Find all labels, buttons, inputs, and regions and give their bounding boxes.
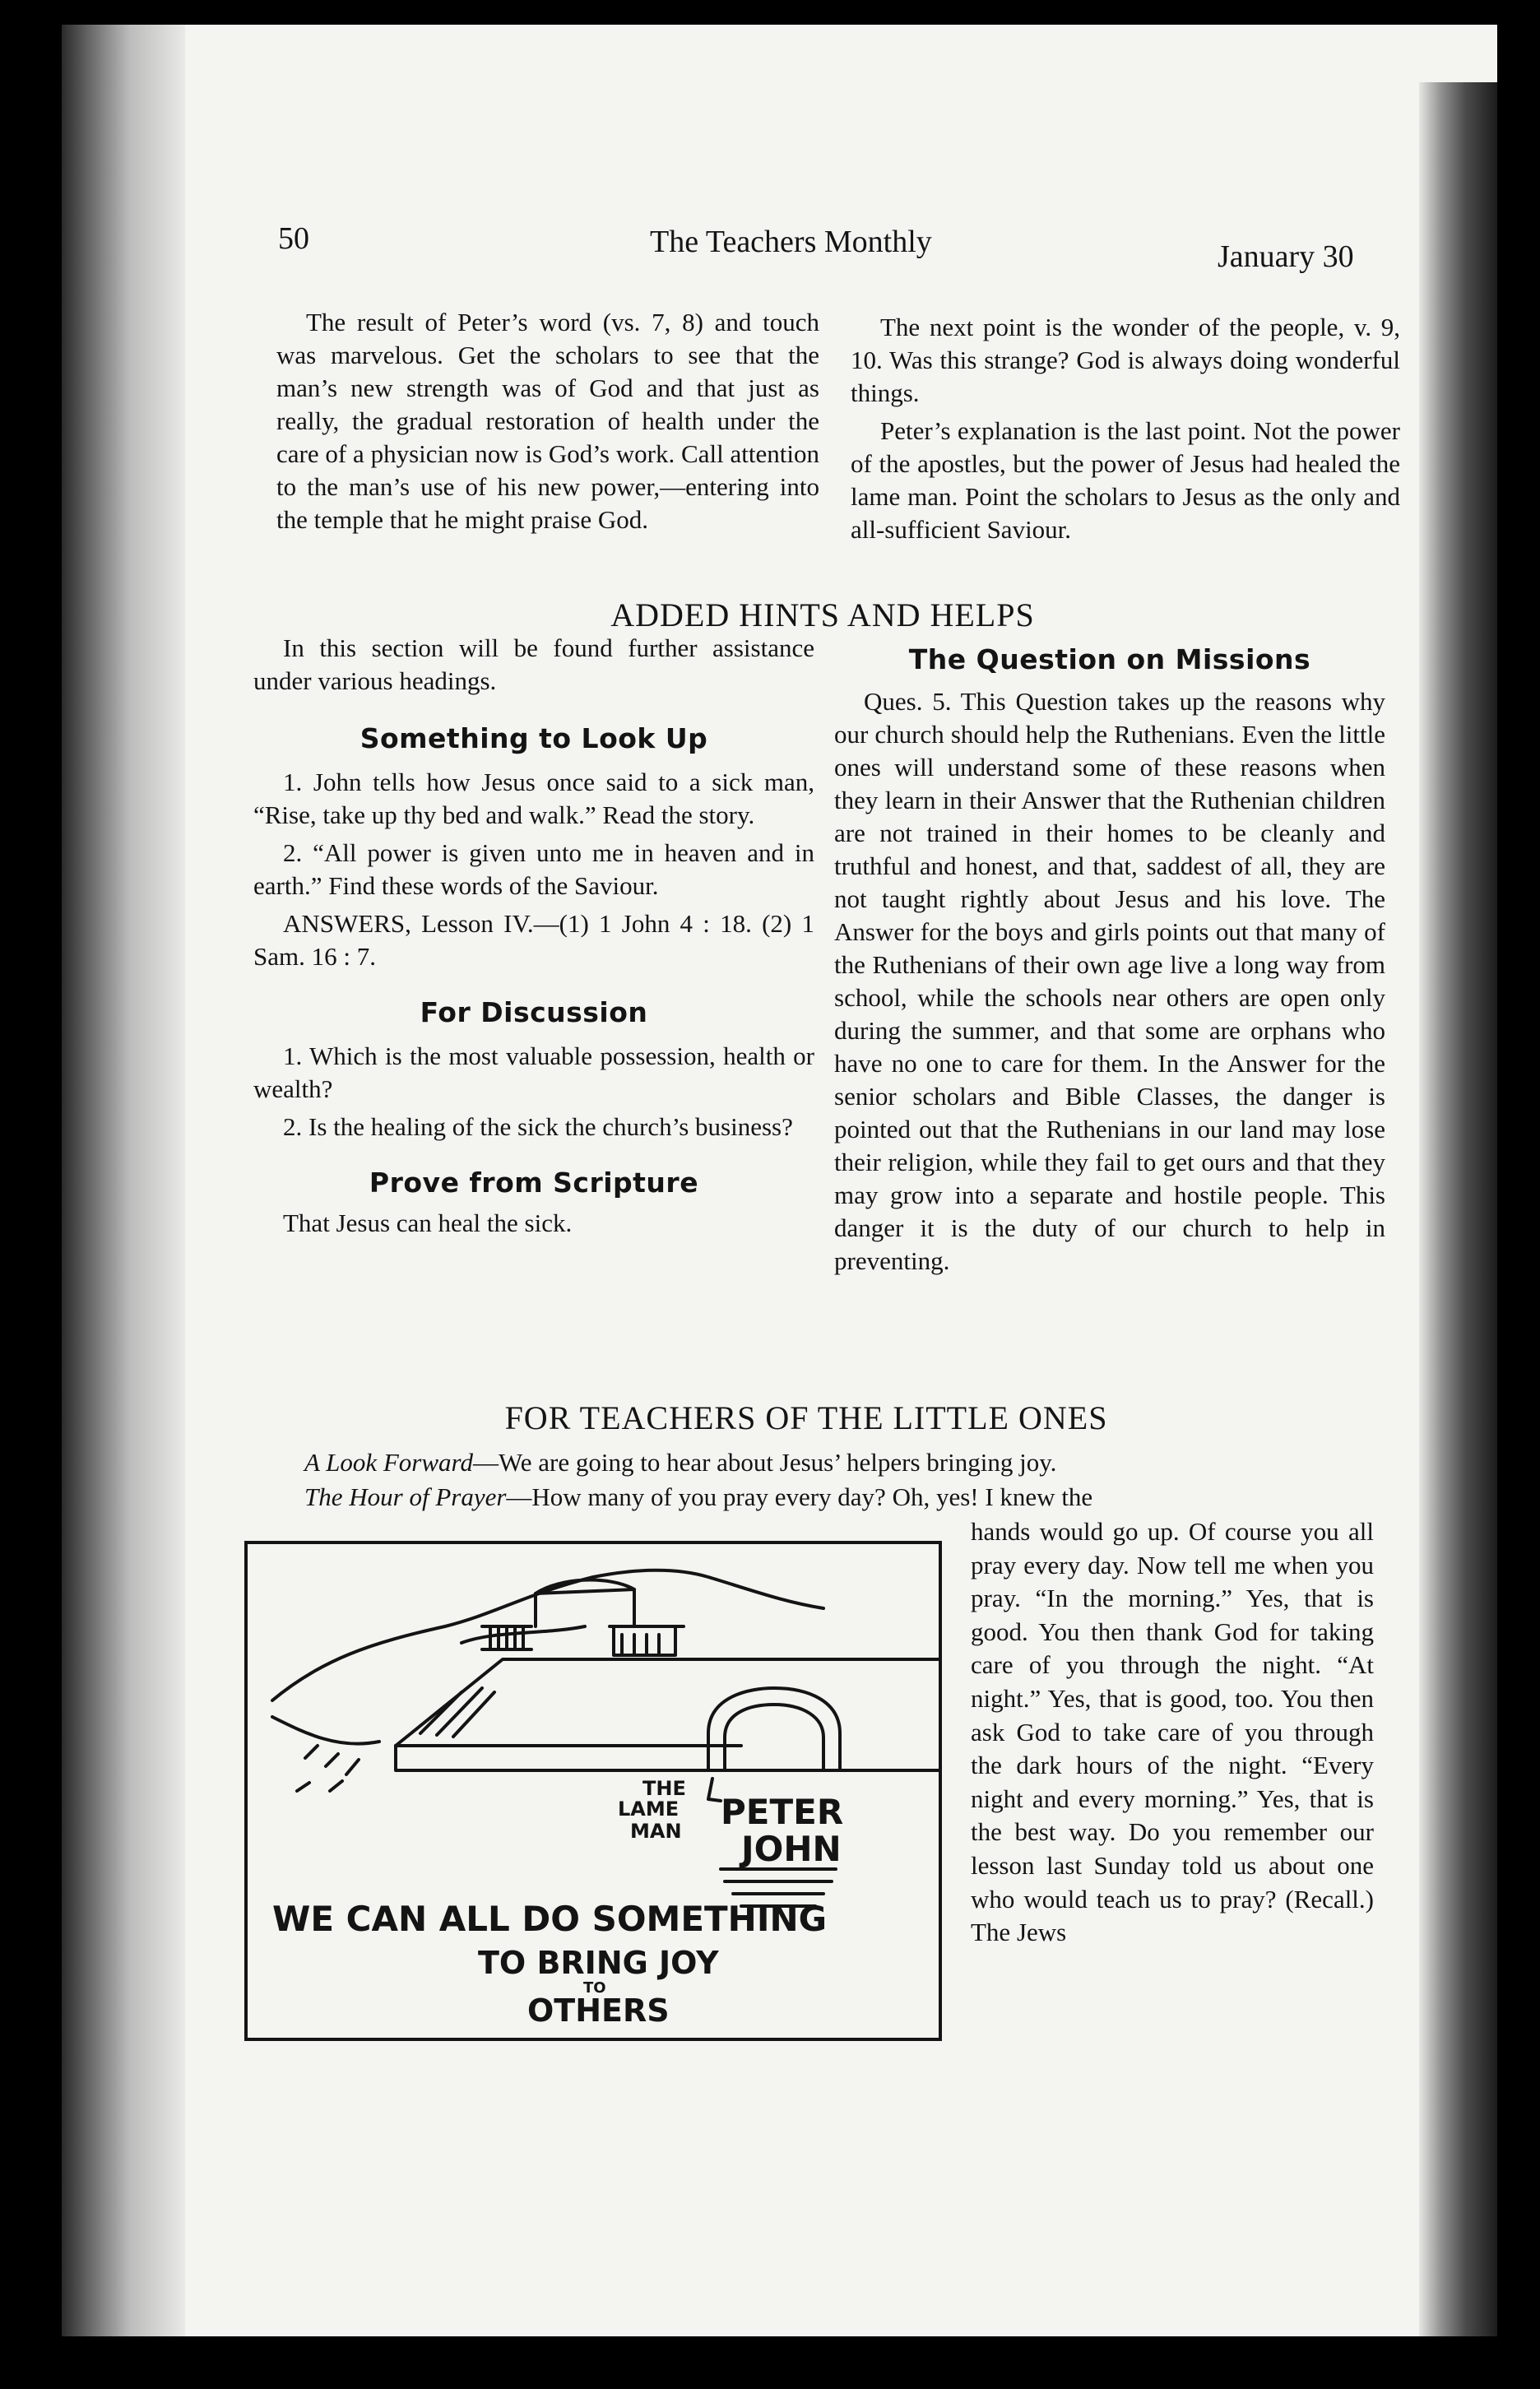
label-peter: PETER <box>721 1792 844 1832</box>
prayer-continued-column <box>971 1515 1374 1950</box>
look-forward-label: A Look Forward <box>304 1448 473 1477</box>
illustration-temple <box>244 1541 942 2041</box>
temple-drawing <box>248 1544 939 2038</box>
label-man: MAN <box>630 1820 682 1843</box>
missions-text: Ques. 5. This Question takes up the reasons why our church should help the Ruthenians. Even the little ones will understand some of these reasons when they learn in their Answer that the Ruthenian children are not trained in their homes to be cleanly and truthful and honest, and that, saddest of all, they are not taught rightly about Jesus and his love. The Answer for the boys and girls points out that many of the Ruthenians of their own age live a long way from school, while the schools near others are open only during the summer, and that some are orphans who have no one to care for them. In the Answer for the senior scholars and Bible Classes, the danger is pointed out that the Ruthenians in our land may lose their religion, while they fail to get ours and that they may grow into a separate and hostile people. This danger it is the duty of our church to help in preventing. <box>834 687 1385 1275</box>
look-forward-line <box>247 1446 1382 1479</box>
page-edge-shadow <box>1419 82 1497 2336</box>
prayer-continued-text: hands would go up. Of course you all pray every day. Now tell me when you pray. “In the morning.” Yes, that is good. You then thank God for taking care of you through the night. “At night.” Yes, that is good, too. You then ask God to take care of you through the dark hours of the night. “Every night and every morning.” Yes, that is the best way. Do you remember our lesson last Sunday told us about one who would teach us to pray? (Recall.) The Jews <box>971 1517 1374 1947</box>
prove-text: That Jesus can heal the sick. <box>283 1208 573 1237</box>
look-up-item: 1. John tells how Jesus once said to a sick man, “Rise, take up thy bed and walk.” Read the story. <box>253 768 814 829</box>
running-title: The Teachers Monthly <box>650 225 932 259</box>
caption-line-4: OTHERS <box>527 1992 670 2029</box>
section-heading-added-hints: ADDED HINTS AND HELPS <box>610 596 1035 633</box>
header-date: January 30 <box>1218 239 1354 274</box>
book-spine-shadow <box>62 25 185 2336</box>
look-up-item: 2. “All power is given unto me in heaven and in earth.” Find these words of the Saviour. <box>253 838 814 900</box>
caption-line-2: TO BRING JOY <box>478 1945 719 1981</box>
hints-intro: In this section will be found further assistance under various headings. <box>253 633 814 695</box>
subheading-look-up: Something to Look Up <box>359 722 708 754</box>
paragraph: The next point is the wonder of the people, v. 9, 10. Was this strange? God is always doing wonderful things. <box>851 313 1400 407</box>
top-left-column <box>276 306 819 536</box>
paragraph: The result of Peter’s word (vs. 7, 8) and touch was marvelous. Get the scholars to see that the man’s new strength was of God and that just as really, the gradual restoration of health under the care of a physician now is God’s work. Call attention to the man’s use of his new power,—entering into the temple that he might praise God. <box>276 308 819 534</box>
missions-column <box>834 643 1385 1278</box>
page-number: 50 <box>278 221 309 256</box>
top-right-column <box>851 311 1400 546</box>
discussion-item: 2. Is the healing of the sick the church’s business? <box>283 1112 793 1141</box>
discussion-item: 1. Which is the most valuable possession, health or wealth? <box>253 1041 814 1103</box>
subheading-discussion: For Discussion <box>420 996 648 1028</box>
subheading-prove: Prove from Scripture <box>369 1167 699 1199</box>
label-lame: LAME <box>618 1798 680 1821</box>
caption-line-1: WE CAN ALL DO SOMETHING <box>272 1899 828 1939</box>
section-heading-little-ones: FOR TEACHERS OF THE LITTLE ONES <box>504 1399 1108 1436</box>
answers-line: ANSWERS, Lesson IV.—(1) 1 John 4 : 18. (2) 1 Sam. 16 : 7. <box>253 909 814 971</box>
prayer-label: The Hour of Prayer <box>304 1482 507 1511</box>
hints-left-column <box>253 632 814 1240</box>
label-john: JOHN <box>741 1829 842 1869</box>
prayer-first-text: —How many of you pray every day? Oh, yes! I knew the <box>506 1482 1093 1511</box>
look-forward-text: —We are going to hear about Jesus’ helpers bringing joy. <box>472 1448 1057 1477</box>
paragraph: Peter’s explanation is the last point. Not the power of the apostles, but the power of Jesus had healed the lame man. Point the scholars to Jesus as the only and all-sufficient Saviour. <box>851 416 1400 544</box>
caption-line-3: TO <box>583 1979 606 1997</box>
label-the: THE <box>642 1777 686 1800</box>
prayer-first-line <box>247 1481 1382 1514</box>
subheading-missions: The Question on Missions <box>908 643 1311 675</box>
